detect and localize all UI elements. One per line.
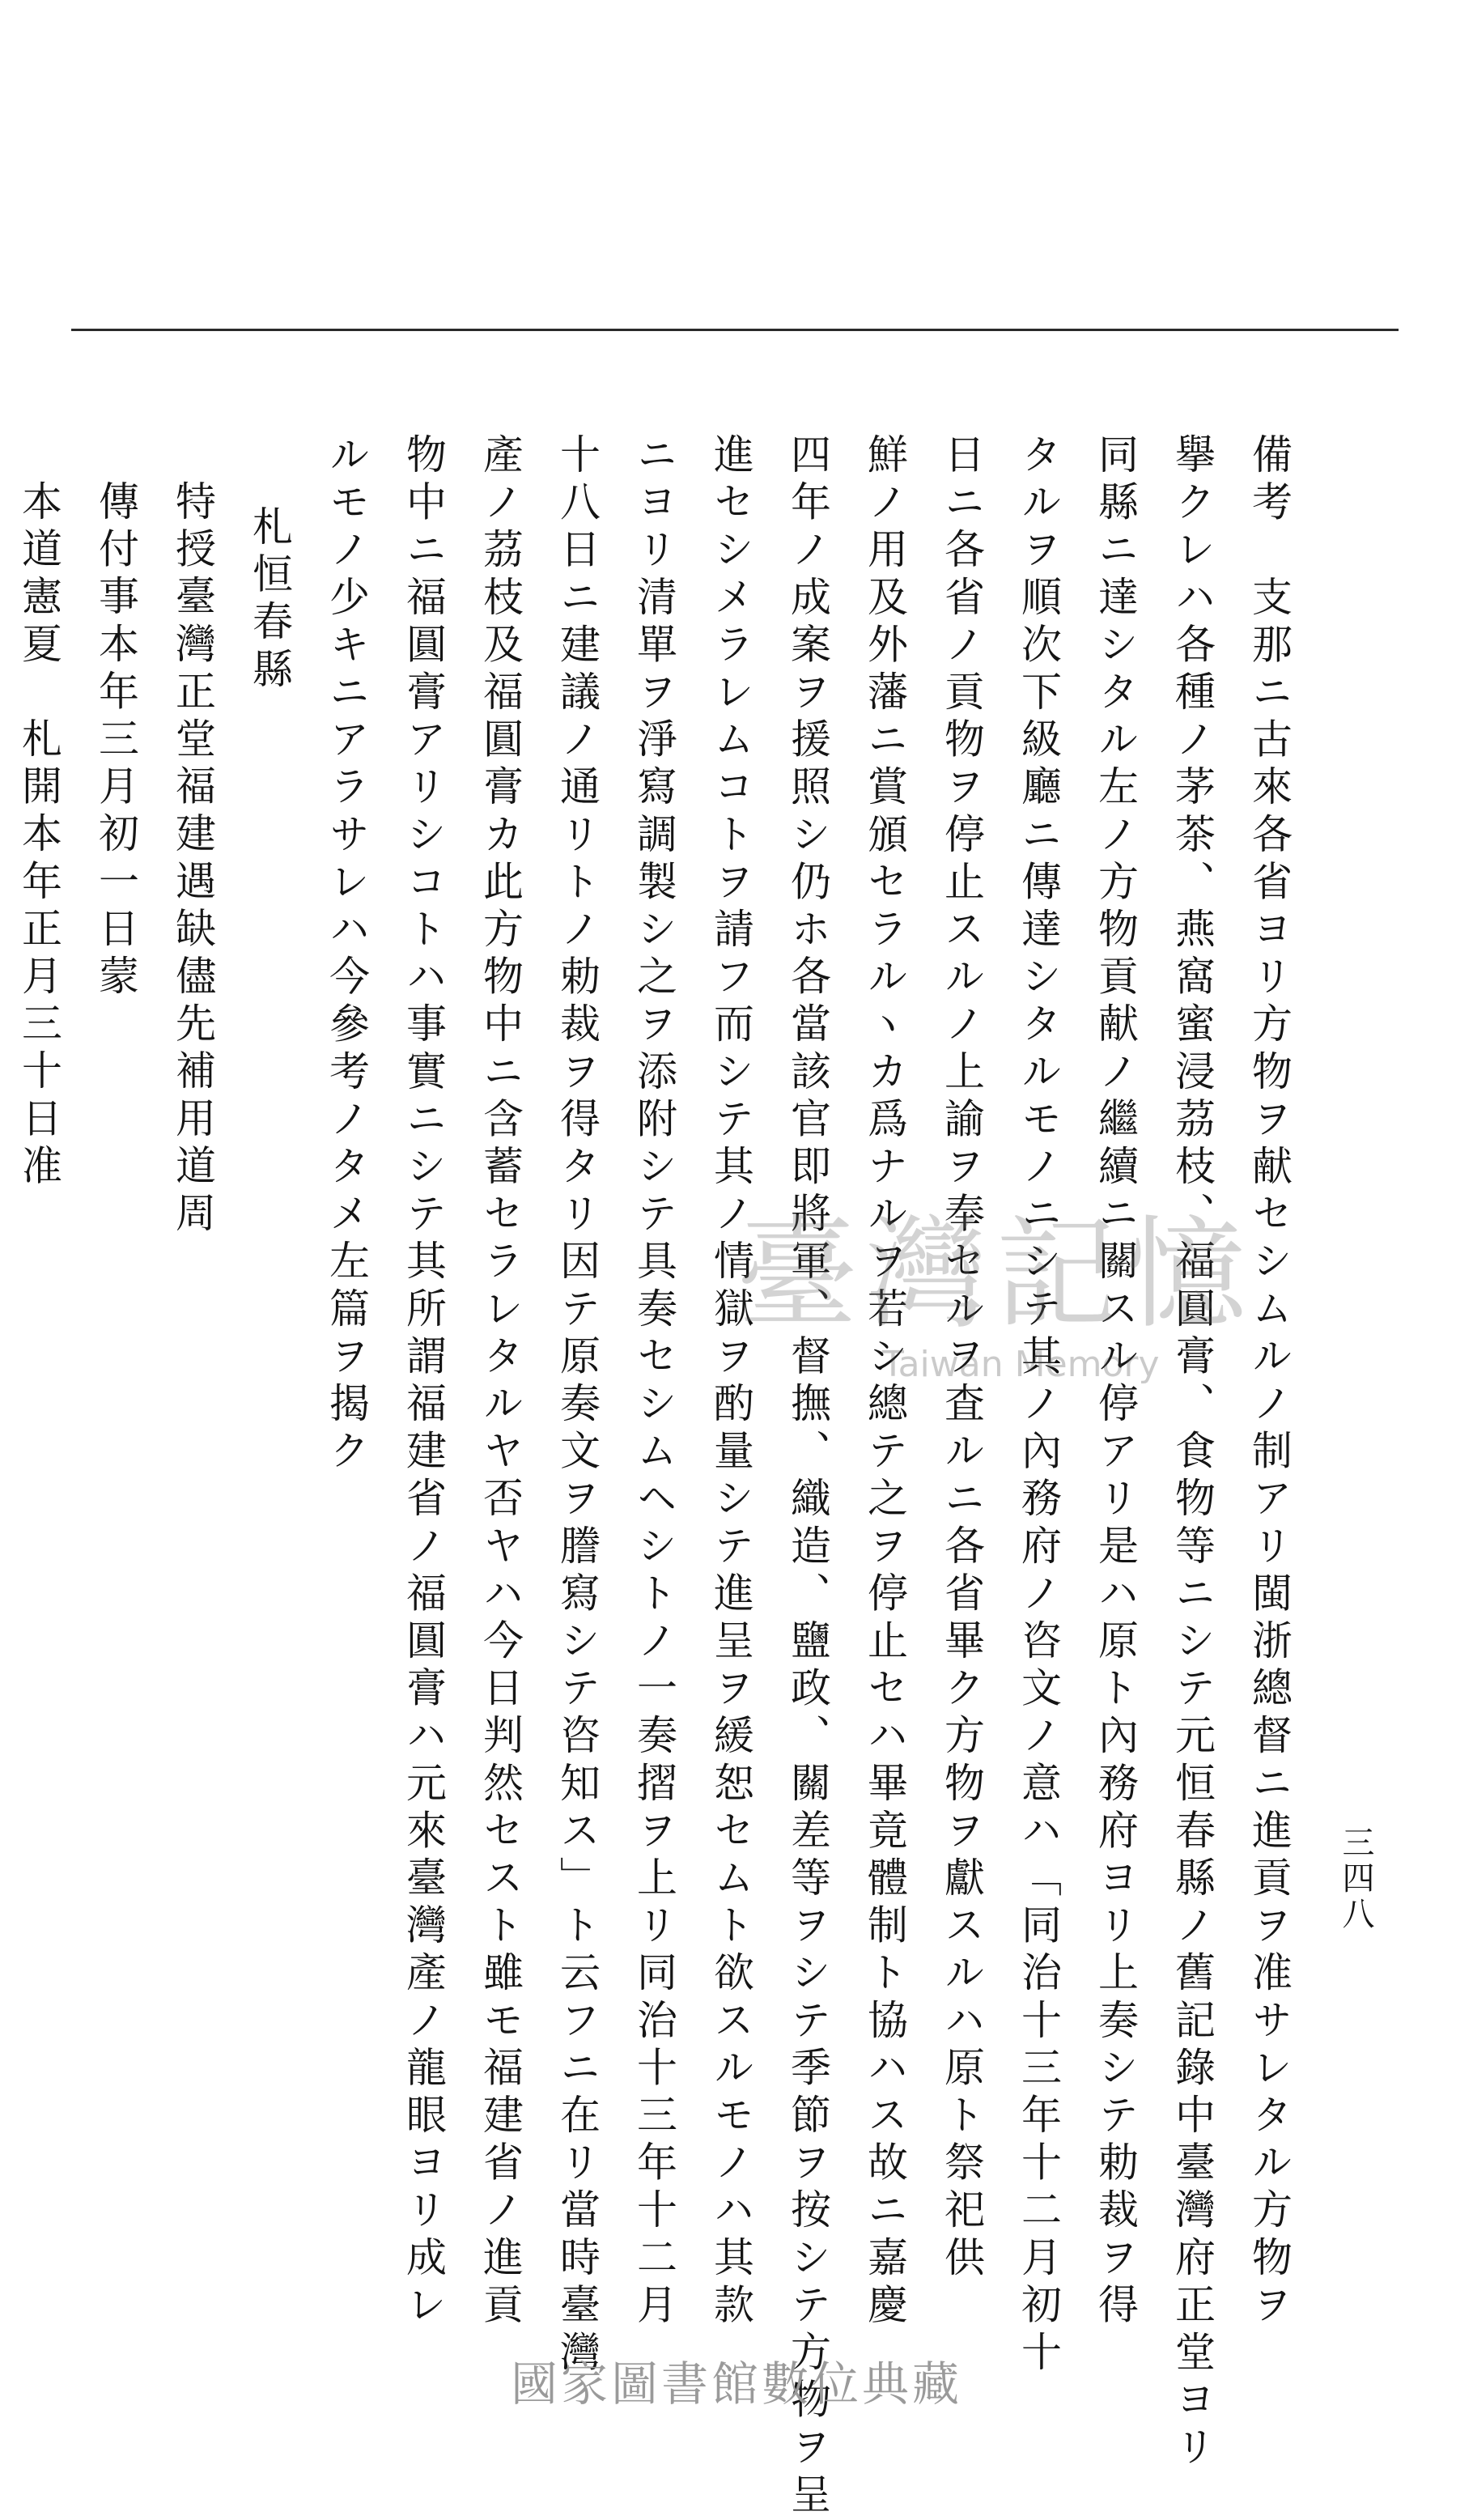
note-column-10: 十八日ニ建議ノ通リトノ勅裁ヲ得タリ因テ原奏文ヲ謄寫シテ咨知ス」ト云フニ在リ當時臺灣 — [554, 433, 601, 2378]
watermark-title: 臺灣記憶 — [736, 1205, 1255, 1345]
watermark-logo — [736, 1205, 1255, 1392]
note-column-9: ニヨリ清單ヲ淨寫調製シ之ヲ添附シテ具奏セシムヘシトノ一奏摺ヲ上リ同治十三年十二月 — [630, 433, 677, 2331]
document-line-2: 傳付事本年三月初一日蒙 — [92, 480, 139, 1002]
note-column-5: 日ニ各省ノ貢物ヲ停止スルノ上諭ヲ奉セルヲ査ルニ各省畢ク方物ヲ獻スルハ原ト祭祀供 — [938, 433, 985, 2284]
note-column-6: 鮮ノ用及外藩ニ賞頒セラルヽカ爲ナルヲ若シ總テ之ヲ停止セハ畢竟體制ト協ハス故ニ嘉慶 — [861, 433, 908, 2331]
note-column-2: 擧クレハ各種ノ茅茶、燕窩蜜浸茘枝、福圓膏、食物等ニシテ元恒春縣ノ舊記錄中臺灣府正堂ヨリ — [1169, 433, 1216, 2473]
document-recipient: 札恒春縣 — [246, 505, 293, 695]
header-rule — [71, 329, 1399, 331]
page-number: 三四八 — [1337, 1825, 1374, 1932]
note-column-11: 產ノ茘枝及福圓膏カ此方物中ニ含蓄セラレタルヤ否ヤハ今日判然セスト雖モ福建省ノ進貢 — [477, 433, 524, 2331]
note-column-1: 備考 支那ニ古來各省ヨリ方物ヲ献セシムルノ制アリ閩浙總督ニ進貢ヲ准サレタル方物ヲ — [1246, 433, 1293, 2331]
footer-credit: 國家圖書館數位典藏 — [510, 2356, 962, 2412]
note-column-13: ルモノ少キニアラサレハ今參考ノタメ左篇ヲ揭ク — [323, 433, 370, 1477]
note-column-12: 物中ニ福圓膏アリシコトハ事實ニシテ其所謂福建省ノ福圓膏ハ元來臺灣產ノ龍眼ヨリ成レ — [400, 433, 447, 2331]
document-line-1: 特授臺灣正堂福建遇缺儘先補用道周 — [169, 480, 216, 1239]
note-column-3: 同縣ニ達シタル左ノ方物貢献ノ繼續ニ關スル停アリ是ハ原ト內務府ヨリ上奏シテ勅裁ヲ得 — [1092, 433, 1139, 2331]
watermark-subtitle: Taiwan Memory — [882, 1344, 1160, 1385]
note-column-7: 四年ノ成案ヲ援照シ仍ホ各當該官即將軍、督撫、織造、鹽政、關差等ヲシテ季節ヲ按シテ方物ヲ呈 — [784, 433, 831, 2520]
note-column-4: タルヲ順次下級廳ニ傳達シタルモノニシテ其ノ內務府ノ咨文ノ意ハ「同治十三年十二月初十 — [1015, 433, 1062, 2378]
note-column-8: 進セシメラレムコトヲ請フ而シテ其ノ情獄ヲ酌量シテ進呈ヲ緩恕セムト欲スルモノハ其款 — [707, 433, 754, 2331]
document-line-3: 本道憲夏 札開本年正月三十日准 — [15, 480, 62, 1192]
